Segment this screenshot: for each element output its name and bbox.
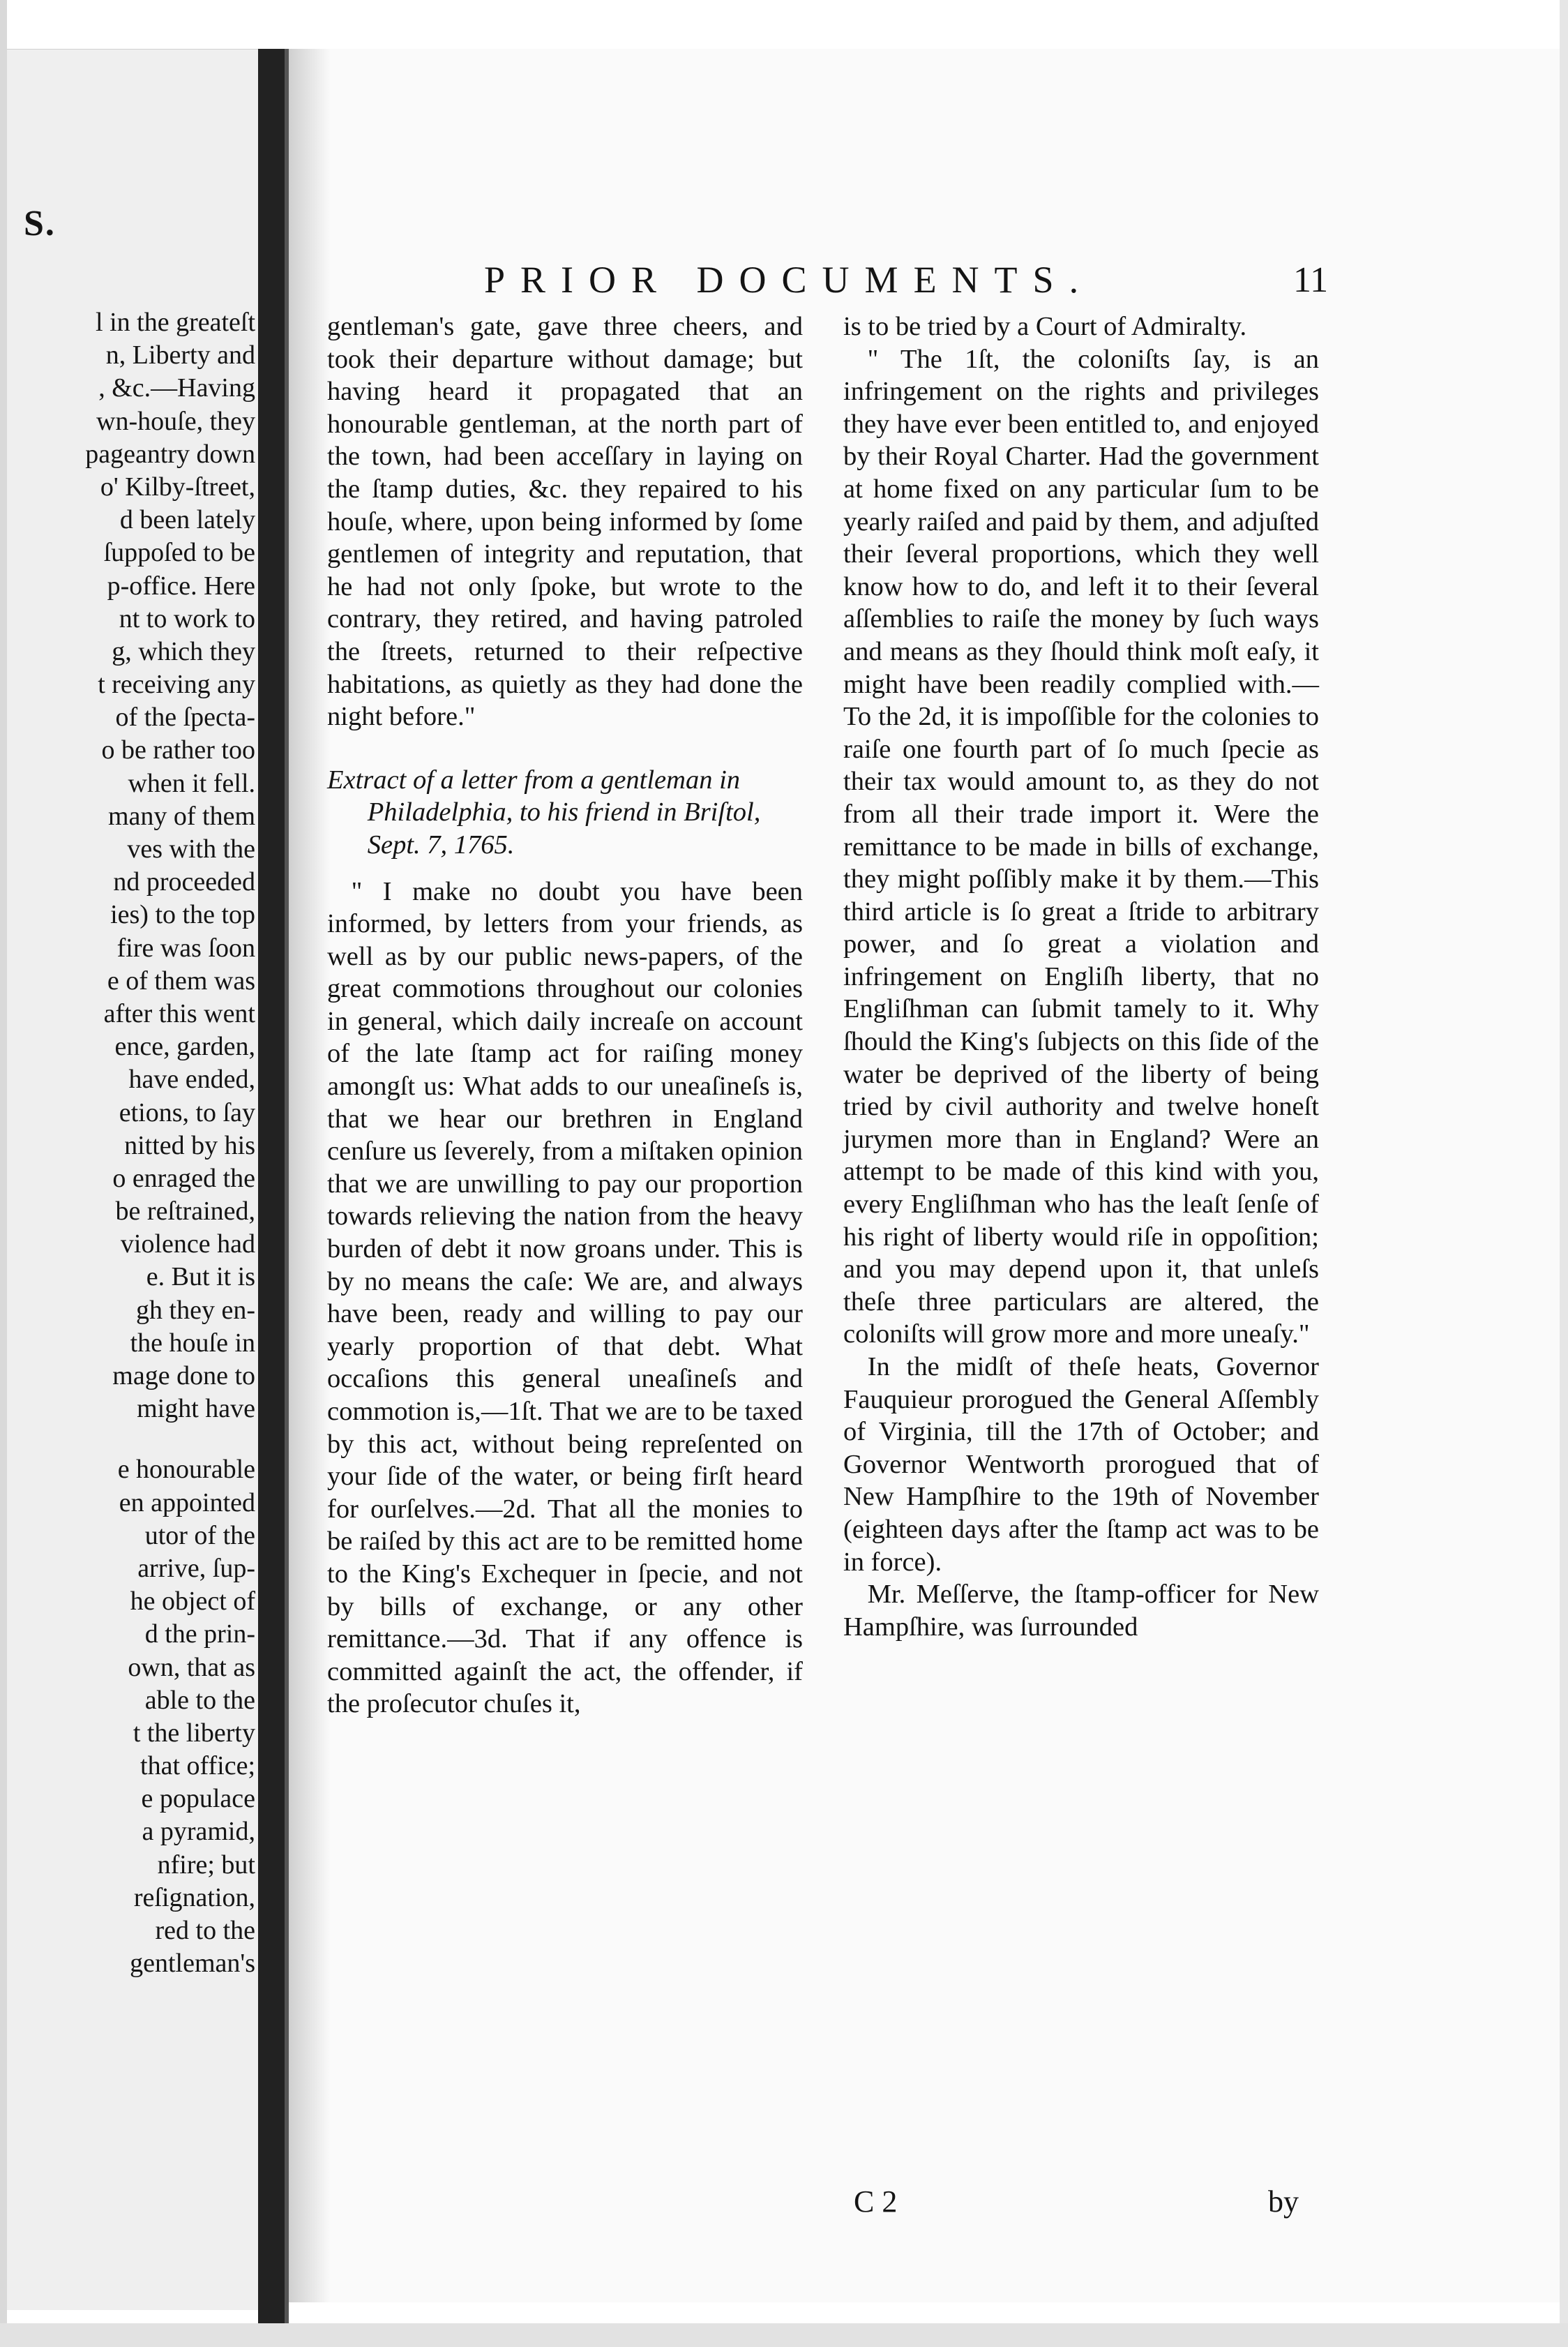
previous-page-line: reſignation, xyxy=(133,1882,255,1912)
previous-page-line: be reſtrained, xyxy=(115,1197,255,1227)
previous-page-fragment xyxy=(7,49,258,2310)
previous-page-line: pageantry down xyxy=(85,439,255,469)
previous-page-line: nitted by his xyxy=(124,1130,255,1160)
previous-page-line: d been lately xyxy=(119,505,255,535)
previous-page-line: gh they en- xyxy=(136,1295,255,1325)
left-column xyxy=(327,310,803,1720)
right-edge xyxy=(1560,0,1568,2347)
previous-page-line: ves with the xyxy=(127,834,255,864)
signature-mark: C 2 xyxy=(854,2184,898,2219)
previous-page-line: many of them xyxy=(107,801,255,831)
previous-page-line: etions, to ſay xyxy=(119,1097,255,1127)
previous-page-line: of the ſpecta- xyxy=(115,703,255,733)
running-title: PRIOR DOCUMENTS. xyxy=(484,259,1094,301)
previous-page-line: gentleman's xyxy=(130,1949,255,1979)
paragraph: " The 1ſt, the coloniſts ſay, is an infringement on the rights and privileges they have ever been entitled to, and enjoyed by their Royal Charter. Had the government at home fixed on any particular ſum to be yearly raiſed and paid by them, and adjuſted their ſeveral proportions, which they well know how to do, and left it to their ſeveral aſſemblies to raiſe the money by ſuch ways and means as they ſhould think moſt eaſy, it might have been readily complied with.—To the 2d, it is impoſſible for the colonies to raiſe one fourth part of ſo much ſpecie as their tax would amount to, as they do not from all their trade import it. Were the remittance to be made in bills of exchange, they might poſſibly make it by them.—This third article is ſo great a ſtride to arbitrary power, and ſo great a violation and infringement on Engliſh liberty, that no Engliſhman can ſubmit tamely to it. Why ſhould the King's ſubjects on this ſide of the water be deprived of the liberty of being tried by civil authority and twelve honeſt jurymen more than in England? Were an attempt to be made of this kind with you, every Engliſhman who has the leaſt ſenſe of his right of liberty would riſe in oppoſition; and you may depend upon it, that unleſs theſe three particulars are altered, the coloniſts will grow more and more uneaſy." xyxy=(843,344,1319,1349)
extract-heading: Extract of a letter from a gentleman in Philadelphia, to his friend in Briſtol, Sept. 7, 1765. xyxy=(327,765,761,860)
paragraph: gentleman's gate, gave three cheers, and took their departure without damage; but having heard it propagated that an honourable gentleman, at the north part of the town, had been acceſſary in laying on the ſtamp duties, &c. they repaired to his houſe, where, upon being informed by ſome gentlemen of integrity and reputation, that he had not only ſpoke, but wrote to the contrary, they retired, and having patroled the ſtreets, returned to their reſpective habitations, as quietly as they had done the night before." xyxy=(327,312,803,732)
previous-page-line: mage done to xyxy=(112,1361,255,1390)
previous-page-line: g, which they xyxy=(112,636,255,666)
previous-page-line: arrive, ſup- xyxy=(137,1553,255,1583)
previous-page-line: when it fell. xyxy=(128,768,255,798)
previous-page-line: e honourable xyxy=(117,1455,255,1485)
page-shadow xyxy=(289,49,331,2302)
paragraph: " I make no doubt you have been informed, by letters from your friends, as well as by our public news-papers, of the great commotions throughout our colonies in general, which daily increaſe on account of the late ſtamp act for raiſing money amongſt us: What adds to our uneaſineſs is, that we hear our brethren in England cenſure us ſeverely, from a miſtaken opinion that we are unwilling to pay our proportion towards relieving the nation from the heavy burden of debt it now groans under. This is by no means the caſe: We are, and always have been, ready and willing to pay our yearly proportion of that debt. What occaſions this general uneaſineſs and commotion is,—1ſt. That we are to be taxed by this act, without being repreſented on your ſide of the water, or being firſt heard for ourſelves.—2d. That all the monies to be raiſed by this act are to be remitted home to the King's Exchequer in ſpecie, and not by bills of exchange, or any other remittance.—3d. That if any offence is committed againſt the act, the offender, if the proſecutor chuſes it, xyxy=(327,876,803,1719)
paragraph: is to be tried by a Court of Admiralty. xyxy=(843,312,1247,341)
previous-page-line: e populace xyxy=(141,1784,255,1814)
previous-page-line: violence had xyxy=(120,1229,255,1259)
previous-page-line: o enraged the xyxy=(112,1163,255,1193)
previous-page-line: nfire; but xyxy=(157,1850,255,1880)
previous-page-line: n, Liberty and xyxy=(105,340,255,370)
previous-page-line: he object of xyxy=(130,1587,255,1617)
previous-page-line: p-office. Here xyxy=(107,571,255,601)
page-number: 11 xyxy=(1293,260,1329,300)
previous-page-line: ence, garden, xyxy=(114,1032,255,1062)
previous-page-line: d the prin- xyxy=(144,1619,255,1649)
previous-page-line: after this went xyxy=(103,998,255,1028)
previous-page-running-head: S. xyxy=(24,204,56,243)
previous-page-line: o' Kilby-ſtreet, xyxy=(100,472,255,502)
previous-page-line: t the liberty xyxy=(133,1718,255,1748)
page-footer xyxy=(289,2184,1568,2226)
previous-page-line: nd proceeded xyxy=(113,867,255,897)
previous-page-line: ſuppoſed to be xyxy=(103,538,255,568)
previous-page-line: nt to work to xyxy=(119,603,255,633)
right-column xyxy=(843,310,1319,1643)
previous-page-line: utor of the xyxy=(144,1520,255,1550)
previous-page-line: a pyramid, xyxy=(142,1817,255,1847)
paragraph: Mr. Meſſerve, the ſtamp-officer for New Hampſhire, was ſurrounded xyxy=(843,1580,1319,1642)
book-gutter xyxy=(258,49,287,2323)
previous-page-line: ies) to the top xyxy=(110,900,255,930)
paragraph: In the midſt of theſe heats, Governor Fauquieur prorogued the General Aſſembly of Virginia, till the 17th of October; and Governor Wentworth prorogued that of New Hampſhire to the 19th of November (eighteen days after the ſtamp act was to be in force). xyxy=(843,1352,1319,1577)
previous-page-line: the houſe in xyxy=(130,1328,255,1358)
previous-page-line: red to the xyxy=(155,1916,255,1945)
line-gap xyxy=(7,1425,258,1453)
previous-page-line: have ended, xyxy=(128,1065,255,1095)
previous-page-line: e of them was xyxy=(107,966,255,996)
previous-page-line: l in the greateſt xyxy=(96,308,255,337)
previous-page-line: that office; xyxy=(140,1751,255,1781)
previous-page-line: fire was ſoon xyxy=(116,933,255,963)
previous-page-line: , &c.—Having xyxy=(98,373,255,403)
previous-page-line: able to the xyxy=(144,1685,255,1715)
previous-page-line: might have xyxy=(137,1394,255,1424)
running-header xyxy=(289,258,1568,300)
catchword: by xyxy=(1268,2184,1299,2219)
previous-page-line: en appointed xyxy=(119,1487,255,1517)
previous-page-line: own, that as xyxy=(128,1652,255,1682)
previous-page-line: e. But it is xyxy=(146,1262,255,1292)
left-margin-strip xyxy=(0,0,7,2347)
bottom-edge xyxy=(0,2323,1568,2347)
previous-page-lines xyxy=(7,306,258,1980)
page xyxy=(289,49,1568,2302)
previous-page-line: t receiving any xyxy=(98,670,255,700)
previous-page-line: wn-houſe, they xyxy=(96,406,255,436)
previous-page-line: o be rather too xyxy=(101,735,255,765)
